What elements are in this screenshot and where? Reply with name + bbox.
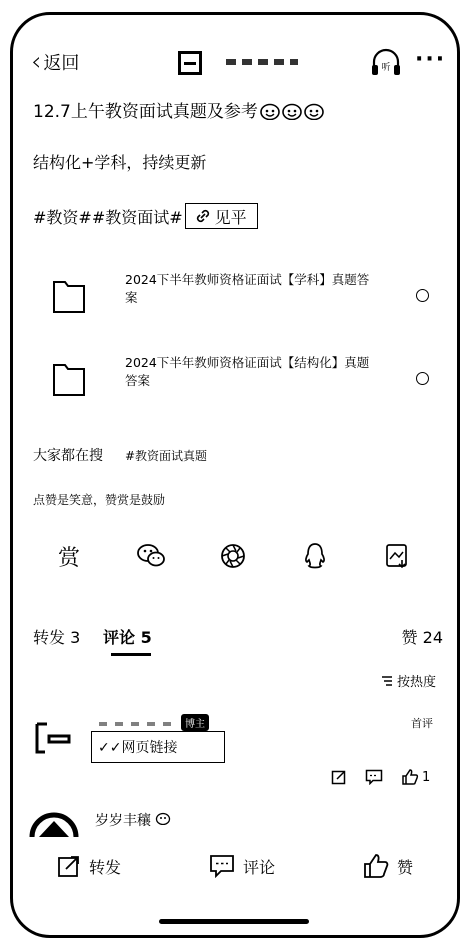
first-comment-label: 首评 (411, 717, 433, 730)
emoji-icon (155, 811, 171, 825)
tab-likes[interactable]: 赞 24 (401, 628, 443, 647)
wechat-icon[interactable] (135, 540, 167, 572)
repost-comment-icon[interactable] (331, 769, 347, 785)
chevron-left-icon: ‹ (31, 47, 42, 77)
topic-tags[interactable]: #教资##教资面试# (33, 207, 183, 227)
commenter-name-redacted (99, 722, 179, 726)
listen-icon[interactable] (369, 48, 403, 78)
comment-button[interactable]: 评论 (209, 854, 275, 878)
thumbs-up-icon (401, 768, 419, 786)
author-badge: 博主 (181, 714, 209, 731)
post-tags-line (33, 203, 258, 229)
file-name: 2024下半年教师资格证面试【学科】真题答案 (125, 272, 370, 305)
post-subtitle: 结构化+学科，持续更新 (33, 153, 207, 172)
back-button[interactable] (31, 49, 79, 75)
trending-search (33, 445, 207, 465)
save-image-icon[interactable] (381, 540, 413, 572)
author-name-redacted (226, 59, 298, 65)
sort-icon (381, 675, 393, 687)
trending-label: 大家都在搜 (33, 448, 103, 464)
tab-repost[interactable]: 转发 3 (33, 628, 81, 647)
comment-web-link[interactable]: ✓✓网页链接 (91, 731, 225, 763)
comment-actions (331, 768, 430, 786)
repost-icon (57, 854, 81, 878)
web-link[interactable]: 见平 (185, 203, 258, 229)
tab-comments[interactable]: 评论 5 (103, 628, 152, 647)
bottom-action-bar (13, 840, 457, 892)
file-select-radio[interactable] (416, 372, 429, 385)
file-attachment[interactable] (33, 267, 453, 327)
smile-emoji-icon (304, 102, 324, 120)
thumbs-up-icon (363, 853, 389, 879)
comment-like[interactable]: 1 (401, 768, 430, 786)
reward-icon[interactable]: 赏 (57, 545, 80, 571)
avatar[interactable] (29, 807, 79, 837)
back-label: 返回 (43, 53, 80, 74)
share-row (53, 540, 413, 572)
more-options-icon[interactable]: ··· (415, 47, 447, 72)
avatar[interactable] (35, 720, 71, 756)
commenter-name: 岁岁丰穰 (95, 810, 171, 830)
sort-selector[interactable]: 按热度 (381, 671, 436, 690)
smile-emoji-icon (282, 102, 302, 120)
link-icon (194, 207, 212, 225)
folder-icon (51, 362, 87, 398)
comment-icon (209, 854, 235, 878)
file-name: 2024下半年教师资格证面试【结构化】真题答案 (125, 355, 370, 388)
like-button[interactable]: 赞 (363, 853, 413, 879)
active-tab-indicator (111, 653, 151, 656)
reply-icon[interactable] (365, 769, 383, 785)
author-avatar-icon (178, 51, 202, 75)
qq-icon[interactable] (299, 540, 331, 572)
moments-icon[interactable] (217, 540, 249, 572)
svg-text:听: 听 (381, 63, 391, 73)
trending-tag[interactable]: #教资面试真题 (125, 448, 208, 463)
file-attachment[interactable] (33, 350, 453, 410)
file-select-radio[interactable] (416, 289, 429, 302)
phone-frame (10, 12, 460, 938)
smile-emoji-icon (260, 102, 280, 120)
folder-icon (51, 279, 87, 315)
repost-button[interactable]: 转发 (57, 854, 121, 878)
post-title: 12.7上午教资面试真题及参考 (33, 97, 324, 122)
reward-note: 点赞是笑意，赞赏是鼓励 (33, 493, 166, 507)
home-indicator[interactable] (159, 919, 309, 924)
